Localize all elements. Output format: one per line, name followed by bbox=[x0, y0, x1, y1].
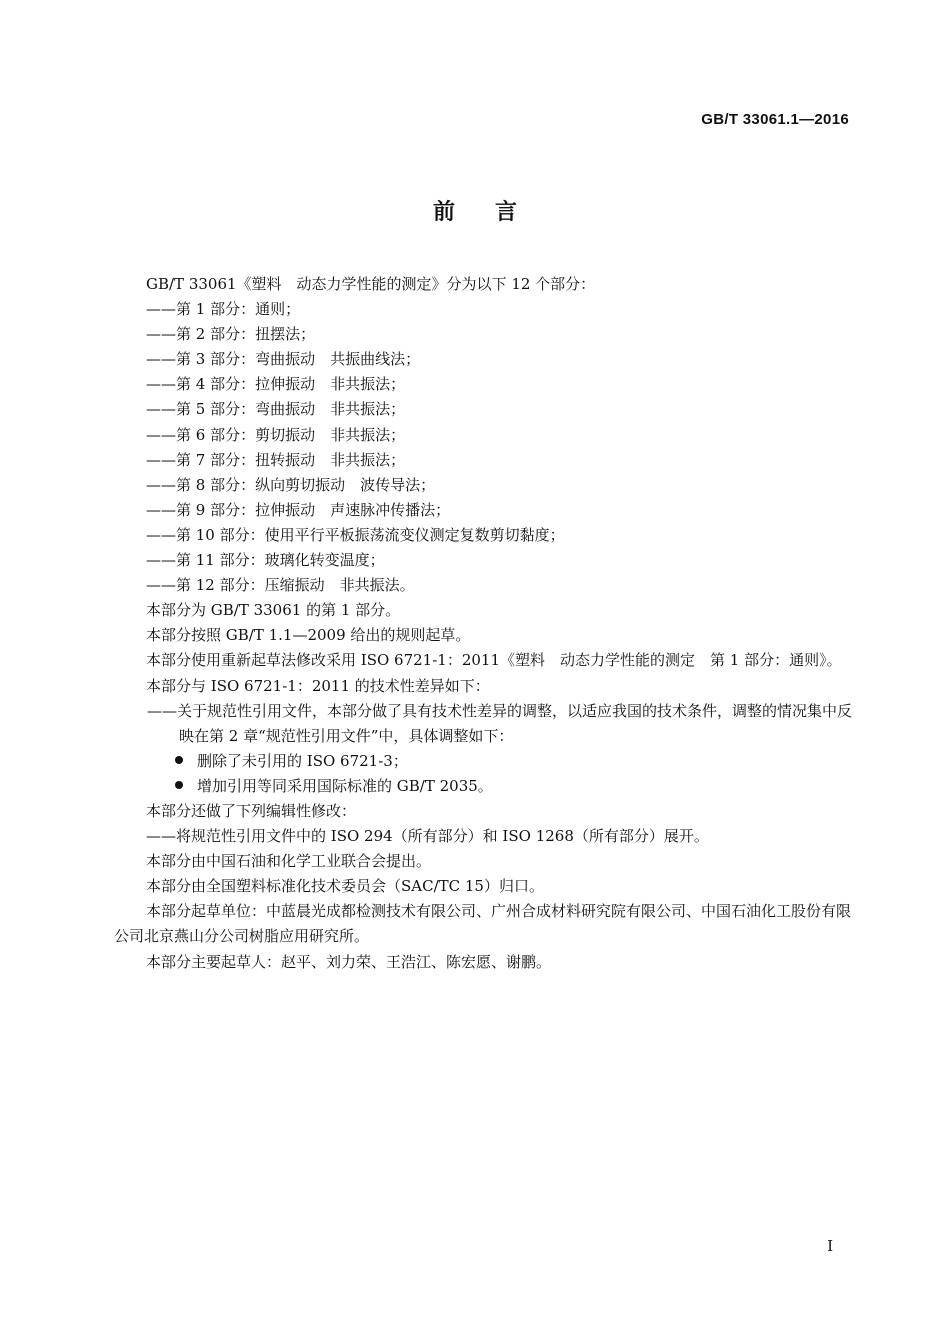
dash-paragraph: ——将规范性引用文件中的 ISO 294（所有部分）和 ISO 1268（所有部分）展开。 bbox=[146, 827, 709, 846]
list-item: ——第 5 部分：弯曲振动 非共振法； bbox=[146, 400, 406, 419]
intro-paragraph: GB/T 33061《塑料 动态力学性能的测定》分为以下 12 个部分： bbox=[146, 275, 596, 293]
list-item: ——第 11 部分：玻璃化转变温度； bbox=[146, 551, 385, 570]
list-item: ——第 3 部分：弯曲振动 共振曲线法； bbox=[146, 350, 421, 369]
paragraph: 本部分起草单位：中蓝晨光成都检测技术有限公司、广州合成材料研究院有限公司、中国石油化工股份有限公司北京燕山分公司树脂应用研究所。 bbox=[114, 902, 852, 946]
list-item: ——第 9 部分：拉伸振动 声速脉冲传播法； bbox=[146, 500, 451, 519]
bullet-item bbox=[114, 774, 852, 799]
list-item: ——第 8 部分：纵向剪切振动 波传导法； bbox=[146, 475, 436, 494]
paragraph: 本部分由全国塑料标准化技术委员会（SAC/TC 15）归口。 bbox=[146, 877, 544, 896]
paragraph: 本部分由中国石油和化学工业联合会提出。 bbox=[146, 852, 432, 871]
list-item: ——第 7 部分：扭转振动 非共振法； bbox=[146, 450, 406, 469]
paragraph: 本部分主要起草人：赵平、刘力荣、王浩江、陈宏愿、谢鹏。 bbox=[146, 952, 552, 971]
bullet-text: 删除了未引用的 ISO 6721-3； bbox=[197, 751, 408, 770]
page-number: I bbox=[827, 1237, 833, 1255]
bullet-item bbox=[114, 749, 852, 774]
bullet-icon bbox=[175, 756, 183, 764]
paragraph: 本部分还做了下列编辑性修改： bbox=[146, 801, 357, 820]
paragraph: 本部分为 GB/T 33061 的第 1 部分。 bbox=[146, 601, 401, 620]
list-item: ——第 1 部分：通则； bbox=[146, 300, 301, 319]
standard-code: GB/T 33061.1—2016 bbox=[701, 111, 849, 128]
paragraph: 本部分按照 GB/T 1.1—2009 给出的规则起草。 bbox=[146, 626, 471, 645]
foreword-body bbox=[114, 272, 852, 975]
bullet-icon bbox=[175, 781, 183, 789]
list-item: ——第 4 部分：拉伸振动 非共振法； bbox=[146, 375, 406, 394]
paragraph: 本部分使用重新起草法修改采用 ISO 6721-1：2011《塑料 动态力学性能的测定 第 1 部分：通则》。 bbox=[146, 651, 842, 670]
list-item: ——第 12 部分：压缩振动 非共振法。 bbox=[146, 576, 415, 595]
page-title: 前言 bbox=[432, 200, 557, 225]
paragraph: 本部分与 ISO 6721-1：2011 的技术性差异如下： bbox=[146, 676, 490, 695]
dash-paragraph: ——关于规范性引用文件，本部分做了具有技术性差异的调整，以适应我国的技术条件，调整的情况集中反映在第 2 章“规范性引用文件”中，具体调整如下： bbox=[147, 701, 853, 745]
list-item: ——第 2 部分：扭摆法； bbox=[146, 325, 316, 344]
list-item: ——第 10 部分：使用平行平板振荡流变仪测定复数剪切黏度； bbox=[146, 525, 565, 544]
list-item: ——第 6 部分：剪切振动 非共振法； bbox=[146, 425, 406, 444]
bullet-text: 增加引用等同采用国际标准的 GB/T 2035。 bbox=[197, 776, 493, 795]
